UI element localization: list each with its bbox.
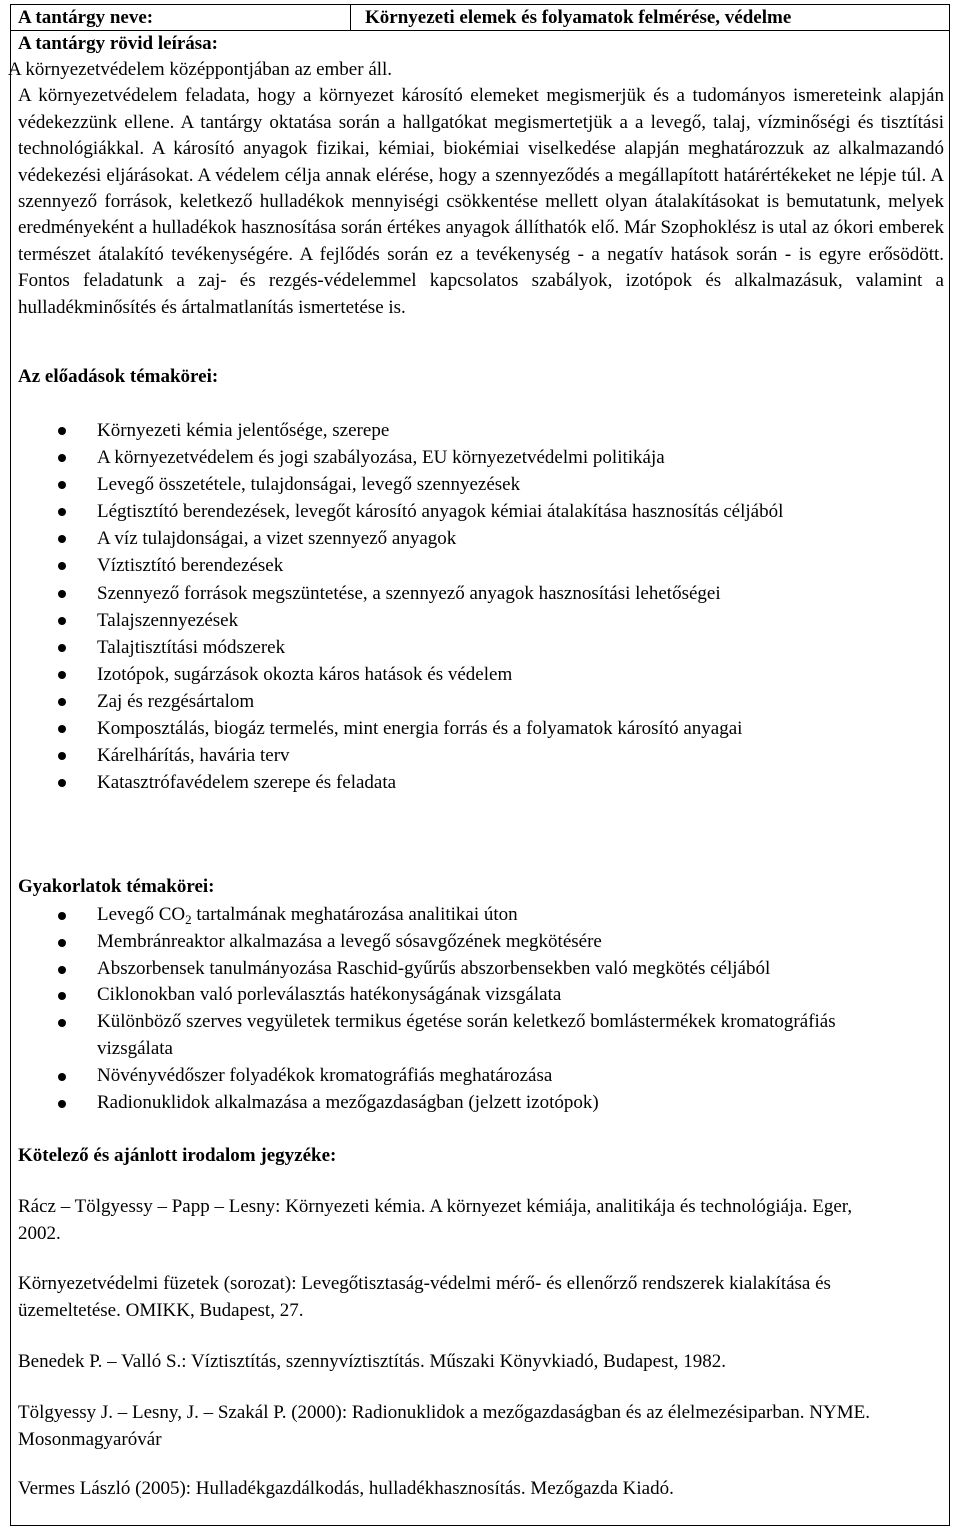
bullet-icon <box>58 698 66 706</box>
literature-heading: Kötelező és ajánlott irodalom jegyzéke: <box>18 1145 337 1166</box>
bullet-icon <box>58 481 66 489</box>
list-item-text: Membránreaktor alkalmazása a levegő sósavgőzének megkötésére <box>97 930 602 952</box>
literature-ref: Rácz – Tölgyessy – Papp – Lesny: Környezeti kémia. A környezet kémiája, analitikája és technológiája. Eger, 2002. <box>18 1196 853 1244</box>
literature-ref: Környezetvédelmi füzetek (sorozat): Levegőtisztaság-védelmi mérő- és ellenőrző rendszerek kialakítása és üzemeltetése. OMIKK, Budapest, 27. <box>18 1273 831 1321</box>
bullet-icon <box>58 562 66 570</box>
list-item-text: Légtisztító berendezések, levegőt károsító anyagok kémiai átalakítása hasznosítás céljából <box>97 501 784 523</box>
list-item-text: Levegő CO <box>97 904 186 925</box>
list-item <box>0 769 957 796</box>
literature-ref: Benedek P. – Valló S.: Víztisztítás, szennyvíztisztítás. Műszaki Könyvkiadó, Budapest, 1982. <box>18 1351 727 1372</box>
practicals-list <box>0 902 957 1116</box>
bullet-icon <box>58 535 66 543</box>
practicals-heading: Gyakorlatok témakörei: <box>18 876 215 897</box>
list-item <box>0 471 957 498</box>
list-item <box>0 607 957 634</box>
list-item-text: Radionuklidok alkalmazása a mezőgazdaságban (jelzett izotópok) <box>97 1091 599 1113</box>
subject-name-row <box>10 4 950 31</box>
bullet-icon <box>58 939 66 947</box>
column-divider <box>350 4 351 30</box>
list-item <box>0 552 957 579</box>
list-item <box>0 417 957 444</box>
list-item-text: Talajszennyezések <box>97 609 239 631</box>
list-item-text: tartalmának meghatározása analitikai úton <box>191 904 518 925</box>
list-item <box>0 1090 957 1117</box>
literature-ref: Tölgyessy J. – Lesny, J. – Szakál P. (2000): Radionuklidok a mezőgazdaságban és az élelmezésiparban. NYME. Mosonmagyaróvár <box>18 1402 870 1450</box>
subject-name-label: A tantárgy neve: <box>18 7 154 28</box>
list-item <box>0 956 957 983</box>
list-item-text: Szennyező források megszüntetése, a szennyező anyagok hasznosítási lehetőségei <box>97 582 721 604</box>
list-item <box>0 444 957 471</box>
bullet-icon <box>58 752 66 760</box>
list-item <box>0 634 957 661</box>
list-item <box>0 688 957 715</box>
list-item <box>0 982 957 1009</box>
list-item <box>0 715 957 742</box>
description-lead: A környezetvédelem középpontjában az ember áll. <box>8 59 393 80</box>
lectures-heading: Az előadások témakörei: <box>18 366 219 387</box>
list-item-text: Talajtisztítási módszerek <box>97 636 286 658</box>
list-item <box>0 525 957 552</box>
list-item-text: Környezeti kémia jelentősége, szerepe <box>97 420 390 441</box>
bullet-icon <box>58 427 66 435</box>
subscript-text: 2 <box>185 912 192 927</box>
bullet-icon <box>58 454 66 462</box>
bullet-icon <box>58 671 66 679</box>
bullet-icon <box>58 725 66 733</box>
bullet-icon <box>58 1100 66 1108</box>
list-item <box>0 580 957 607</box>
bullet-icon <box>58 1019 66 1027</box>
bullet-icon <box>58 912 66 920</box>
list-item-text: Izotópok, sugárzások okozta káros hatások és védelem <box>97 663 513 685</box>
list-item-text: Víztisztító berendezések <box>97 555 284 577</box>
list-item-text: Ciklonokban való porleválasztás hatékonyságának vizsgálata <box>97 984 562 1006</box>
lectures-list <box>0 417 957 796</box>
description-body: A környezetvédelem feladata, hogy a környezet károsító elemeket megismerjük és a tudományos ismereteink alapján védekezzünk ellene. A tantárgy oktatása során a hallgatókat megismertetjük a a levegő, talaj, vízminőségi és tisztítási technológiákkal. A károsító anyagok fizikai, kémiai, biokémiai viselkedése alapján meghatározzuk az alkalmazandó védekezési eljárásokat. A védelem célja annak elérése, hogy a szennyeződés a megállapított határértékeket ne lépje túl. A szennyező források, keletkező hulladékok mennyiségi csökkentése mellett olyan átalakításokat is bemutatunk, melyek eredményeként a hulladékok hasznosítása során értékes anyagok állíthatók elő. Már Szophoklész is utal az ókori emberek természet átalakító tevékenységére. A fejlődés során ez a tevékenység - a negatív hatások során - is egyre erősödött. Fontos feladatunk a zaj- és rezgés-védelemmel kapcsolatos szabályok, izotópok és alkalmazásuk, valamint a hulladékminősítés és ártalmatlanítás ismertetése is. <box>18 85 944 318</box>
list-item-text: A környezetvédelem és jogi szabályozása, EU környezetvédelmi politikája <box>97 447 665 469</box>
bullet-icon <box>58 1073 66 1081</box>
literature-ref: Vermes László (2005): Hulladékgazdálkodás, hulladékhasznosítás. Mezőgazda Kiadó. <box>18 1478 674 1499</box>
list-item-text: A víz tulajdonságai, a vizet szennyező anyagok <box>97 528 457 550</box>
bullet-icon <box>58 779 66 787</box>
list-item-text: Abszorbensek tanulmányozása Raschid-gyűrűs abszorbensekben való megkötés céljából <box>97 957 771 979</box>
list-item <box>0 1063 957 1090</box>
list-item-text: Levegő összetétele, tulajdonságai, levegő szennyezések <box>97 474 521 496</box>
list-item-text: Különböző szerves vegyületek termikus égetése során keletkező bomlástermékek kromatográfiás vizsgálata <box>97 1011 836 1059</box>
bullet-icon <box>58 992 66 1000</box>
list-item <box>0 498 957 525</box>
list-item-text: Komposztálás, biogáz termelés, mint energia forrás és a folyamatok károsító anyagai <box>97 718 743 740</box>
list-item-text: Kárelhárítás, havária terv <box>97 745 290 767</box>
bullet-icon <box>58 590 66 598</box>
list-item <box>0 742 957 769</box>
short-description-label: A tantárgy rövid leírása: <box>18 33 219 54</box>
list-item <box>0 1009 957 1063</box>
subject-name: Környezeti elemek és folyamatok felmérése, védelme <box>365 7 792 28</box>
list-item <box>0 661 957 688</box>
bullet-icon <box>58 617 66 625</box>
description-paragraph <box>8 57 944 321</box>
list-item <box>0 929 957 956</box>
bullet-icon <box>58 966 66 974</box>
bullet-icon <box>58 644 66 652</box>
list-item-text: Növényvédőszer folyadékok kromatográfiás meghatározása <box>97 1064 553 1086</box>
bullet-icon <box>58 508 66 516</box>
list-item-text: Katasztrófavédelem szerepe és feladata <box>97 772 397 794</box>
list-item-text: Zaj és rezgésártalom <box>97 690 255 712</box>
list-item <box>0 902 957 929</box>
short-description-row <box>10 31 950 56</box>
